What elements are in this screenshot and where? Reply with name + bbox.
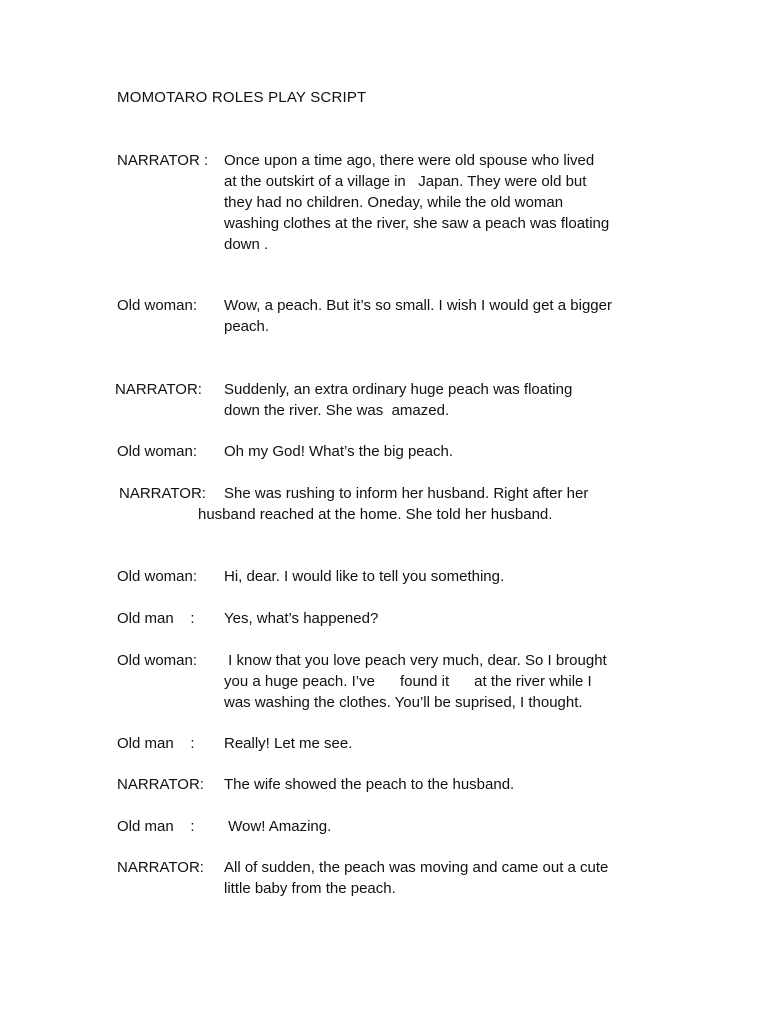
speaker-label: Old man : [117,735,195,752]
speaker-label: NARRATOR: [117,859,204,876]
speaker-label: NARRATOR: [115,381,202,398]
dialogue-line: Hi, dear. I would like to tell you something. [224,568,505,585]
dialogue-line: All of sudden, the peach was moving and came out a cute [224,859,609,876]
page-title: MOMOTARO ROLES PLAY SCRIPT [117,89,367,106]
speaker-label: Old man : [117,610,195,627]
speaker-label: NARRATOR: [119,485,206,502]
speaker-label: Old man : [117,818,195,835]
dialogue-line: I know that you love peach very much, dear. So I brought [224,652,607,669]
speaker-label: NARRATOR : [117,152,209,169]
speaker-label: Old woman: [117,297,198,314]
dialogue-line: Suddenly, an extra ordinary huge peach was floating [224,381,573,398]
dialogue-line: little baby from the peach. [224,880,396,897]
dialogue-line: Once upon a time ago, there were old spouse who lived [224,152,595,169]
dialogue-line: was washing the clothes. You’ll be suprised, I thought. [224,694,583,711]
dialogue-line: husband reached at the home. She told her husband. [198,506,553,523]
dialogue-line: Really! Let me see. [224,735,353,752]
speaker-label: Old woman: [117,568,198,585]
dialogue-line: peach. [224,318,270,335]
dialogue-line: Wow! Amazing. [224,818,332,835]
dialogue-line: Wow, a peach. But it’s so small. I wish I would get a bigger [224,297,612,314]
dialogue-line: down . [224,236,269,253]
speaker-label: Old woman: [117,443,198,460]
dialogue-line: She was rushing to inform her husband. Right after her [224,485,589,502]
dialogue-line: down the river. She was amazed. [224,402,450,419]
dialogue-line: Yes, what’s happened? [224,610,379,627]
dialogue-line: Oh my God! What’s the big peach. [224,443,454,460]
dialogue-line: washing clothes at the river, she saw a peach was floating [224,215,610,232]
speaker-label: Old woman: [117,652,198,669]
dialogue-line: you a huge peach. I’ve found it at the river while I [224,673,592,690]
speaker-label: NARRATOR: [117,776,204,793]
dialogue-line: The wife showed the peach to the husband. [224,776,515,793]
dialogue-line: at the outskirt of a village in Japan. They were old but [224,173,587,190]
dialogue-line: they had no children. Oneday, while the old woman [224,194,564,211]
